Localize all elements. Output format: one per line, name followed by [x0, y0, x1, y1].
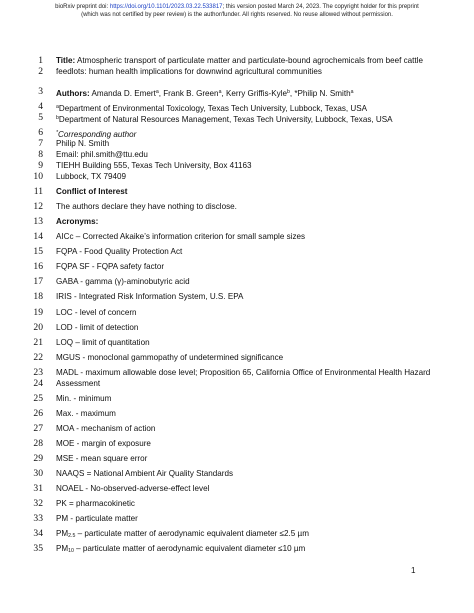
acronym-item: IRIS - Integrated Risk Information System, U.S. EPA — [56, 292, 244, 301]
line-number: 6 — [38, 127, 43, 138]
acronym-item: LOD - limit of detection — [56, 323, 139, 332]
address-line-1: TIEHH Building 555, Texas Tech University, Box 41163 — [56, 161, 252, 170]
line-number: 14 — [33, 231, 43, 242]
line-number: 10 — [33, 171, 43, 182]
address-line-2: Lubbock, TX 79409 — [56, 172, 127, 181]
authors-line: Authors: Amanda D. Emert$^a$, Frank B. Green$^a$, Kerry Griffis-Kyle$^b$, *Philip N. Smith$^a$ — [56, 89, 354, 98]
acronym-item: MSE - mean square error — [56, 454, 148, 463]
affiliation-b: $^b$Department of Natural Resources Management, Texas Tech University, Lubbock, Texas, USA — [56, 115, 393, 124]
acronym-item: MOA - mechanism of action — [56, 424, 156, 433]
line-number: 1 — [38, 55, 43, 66]
line-number: 31 — [33, 483, 43, 494]
acronym-item: PM - particulate matter — [56, 514, 138, 523]
line-number: 29 — [33, 453, 43, 464]
conflict-heading: Conflict of Interest — [56, 187, 128, 196]
title-line-1: Title: Atmospheric transport of particulate matter and particulate-bound agrochemicals from beef cattle — [56, 56, 423, 65]
acronyms-heading: Acronyms: — [56, 217, 99, 226]
line-number: 26 — [33, 408, 43, 419]
line-number: 22 — [33, 352, 43, 363]
acronym-item: NAAQS = National Ambient Air Quality Standards — [56, 469, 234, 478]
line-number: 16 — [33, 261, 43, 272]
acronym-item: Max. - maximum — [56, 409, 116, 418]
line-number: 24 — [33, 378, 43, 389]
acronym-item-pm25: PM2.5 – particulate matter of aerodynamic equivalent diameter ≤2.5 µm — [56, 529, 309, 539]
conflict-text: The authors declare they have nothing to disclose. — [56, 202, 237, 211]
line-number: 20 — [33, 322, 43, 333]
header-line-1: bioRxiv preprint doi: https://doi.org/10.1101/2023.03.22.533817; this version posted March 24, 2023. The copyright holder for this preprint — [55, 4, 419, 10]
line-number: 18 — [33, 291, 43, 302]
acronym-item: NOAEL - No-observed-adverse-effect level — [56, 484, 210, 493]
acronym-item-madl-line-1: MADL - maximum allowable dose level; Proposition 65, California Office of Environmental Health Hazard — [56, 368, 431, 377]
corresponding-author-email[interactable]: Email: phil.smith@ttu.edu — [56, 150, 148, 159]
line-number: 19 — [33, 307, 43, 318]
line-number: 32 — [33, 498, 43, 509]
acronym-item: PK = pharmacokinetic — [56, 499, 135, 508]
preprint-header — [0, 4, 474, 19]
line-number: 2 — [38, 66, 43, 77]
acronym-item: Min. - minimum — [56, 394, 112, 403]
line-number: 8 — [38, 149, 43, 160]
acronym-item: GABA - gamma (γ)-aminobutyric acid — [56, 277, 190, 286]
acronym-item: LOC - level of concern — [56, 308, 137, 317]
acronym-item: MGUS - monoclonal gammopathy of undetermined significance — [56, 353, 284, 362]
line-number: 4 — [38, 101, 43, 112]
line-number: 3 — [38, 86, 43, 97]
acronym-item: LOQ – limit of quantitation — [56, 338, 150, 347]
line-number: 13 — [33, 216, 43, 227]
acronym-item: FQPA SF - FQPA safety factor — [56, 262, 165, 271]
line-number: 28 — [33, 438, 43, 449]
line-number: 33 — [33, 513, 43, 524]
corresponding-author-label: *Corresponding author — [56, 130, 137, 139]
header-line-2: (which was not certified by peer review) is the author/funder. All rights reserved. No reuse allowed without permission. — [81, 11, 393, 18]
line-number: 9 — [38, 160, 43, 171]
line-number: 27 — [33, 423, 43, 434]
page-number: 1 — [411, 566, 416, 575]
doi-link[interactable]: https://doi.org/10.1101/2023.03.22.533817 — [109, 4, 223, 10]
line-number: 25 — [33, 393, 43, 404]
acronym-item: AICc – Corrected Akaike’s information criterion for small sample sizes — [56, 232, 306, 241]
line-number: 5 — [38, 112, 43, 123]
line-number: 15 — [33, 246, 43, 257]
line-number: 23 — [33, 367, 43, 378]
line-number: 11 — [33, 186, 43, 197]
acronym-item: MOE - margin of exposure — [56, 439, 151, 448]
acronym-item-pm10: PM10 – particulate matter of aerodynamic equivalent diameter ≤10 µm — [56, 544, 306, 554]
corresponding-author-name: Philip N. Smith — [56, 139, 110, 148]
affiliation-a: $^a$Department of Environmental Toxicology, Texas Tech University, Lubbock, Texas, USA — [56, 104, 368, 113]
title-line-2: feedlots: human health implications for downwind agricultural communities — [56, 67, 322, 76]
line-number: 7 — [38, 138, 43, 149]
line-number: 21 — [33, 337, 43, 348]
line-number: 12 — [33, 201, 43, 212]
line-number: 34 — [33, 528, 43, 539]
acronym-item-madl-line-2: Assessment — [56, 379, 101, 388]
line-number: 17 — [33, 276, 43, 287]
line-number: 35 — [33, 543, 43, 554]
line-number: 30 — [33, 468, 43, 479]
acronym-item: FQPA - Food Quality Protection Act — [56, 247, 183, 256]
